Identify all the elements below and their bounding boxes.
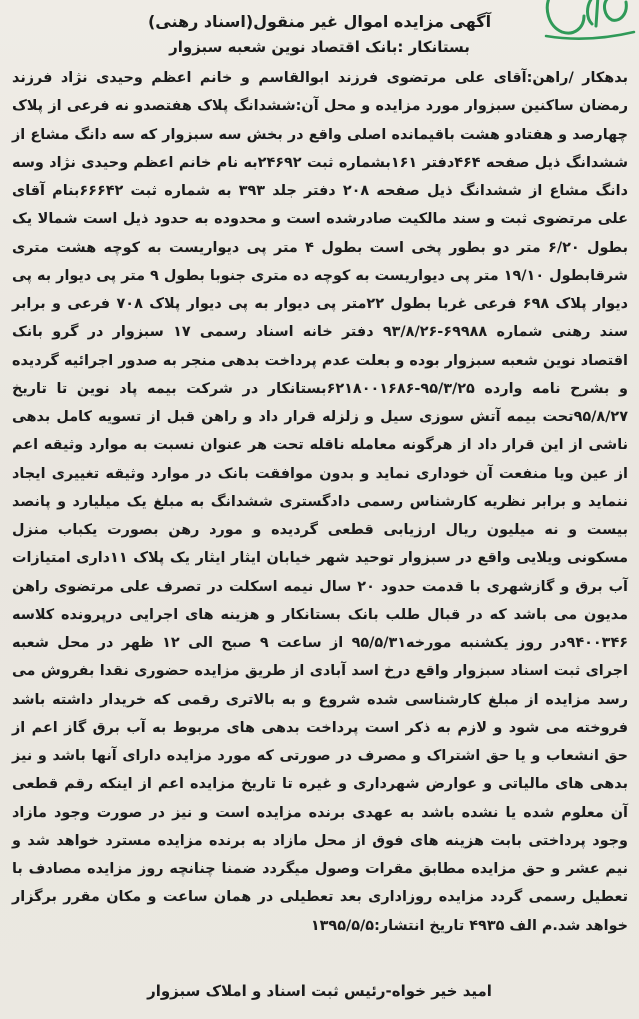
creditor-subtitle: بستانکار :بانک اقتصاد نوین شعبه سبزوار xyxy=(169,38,470,56)
signature-line: امید خیر خواه-رئیس ثبت اسناد و املاک سبزوار xyxy=(147,982,492,1000)
announcement-paragraph: بدهکار /راهن:آقای علی مرتضوی فرزند ابوالقاسم و خانم اعظم وحیدی نژاد فرزند رمضان ساکنین سبزوار مورد مزایده و محل آن:ششدانگ پلاک هفتصدو نه فرعی از پلاک چهارصد و هفتادو هشت باقیمانده اصلی واقع در بخش سه سبزوار که سه دانگ مشاع از ششدانگ ذیل صفحه ۴۶۴دفتر ۱۶۱بشماره ثبت ۲۴۶۹۲به نام خانم اعظم وحیدی نژاد وسه دانگ مشاع از ششدانگ ذیل صفحه ۲۰۸ دفتر جلد ۳۹۳ به شماره ثبت ۶۶۶۴۲بنام آقای علی مرتضوی ثبت و سند مالکیت صادرشده است و محدوده به حدود ذیل است شمالا یک بطول ۶/۲۰ متر دو بطور پخی است بطول ۴ متر پی دیواریست به کوچه هشت متری شرقابطول ۱۹/۱۰ متر پی دیواریست به کوچه ده متری جنوبا بطول ۹ متر پی دیوار به پی دیوار پلاک ۶۹۸ فرعی غربا بطول ۲۲متر پی دیوار به پی دیوار پلاک ۷۰۸ فرعی و برابر سند رهنی شماره ۶۹۹۸۸-۹۳/۸/۲۶ دفتر خانه اسناد رسمی ۱۷ سبزوار در گرو بانک اقتصاد نوین شعبه سبزوار بوده و بعلت عدم پرداخت بدهی منجر به صدور اجرائیه گردیده و بشرح نامه وارده ۹۵/۳/۲۵-۶۲۱۸۰۰۱۶۸۶بستانکار در شرکت بیمه پاد نوین تا تاریخ ۹۵/۸/۲۷تحت بیمه آتش سوزی سیل و زلزله قرار داد و راهن قبل از تسویه کامل بدهی ناشی از این قرار داد از هرگونه معامله ناقله تحت هر عنوان نسبت به موارد وثیقه اعم از عین ویا منفعت آن خوداری نماید و بدون موافقت بانک در موارد وثیقه تغییری ایجاد ننماید و برابر نظریه کارشناس رسمی دادگستری ششدانگ به مبلغ یک میلیارد و پانصد بیست و نه میلیون ریال ارزیابی قطعی گردیده و مورد رهن بصورت یکباب منزل مسکونی ویلایی واقع در سبزوار توحید شهر خیابان ایثار ایثار یک پلاک ۱۱داری امتیازات آب برق و گازشهری با قدمت حدود ۲۰ سال نیمه اسکلت در تصرف علی مرتضوی راهن مدیون می باشد که در قبال طلب بانک بستانکار و هزینه های اجرایی درپرونده کلاسه ۹۴۰۰۳۴۶در روز یکشنبه مورخه۹۵/۵/۳۱ از ساعت ۹ صبح الی ۱۲ ظهر در محل شعبه اجرای ثبت اسناد سبزوار واقع درخ اسد آبادی از طریق مزایده حضوری نقدا بفروش می رسد مزایده از مبلغ کارشناسی شده شروع و به بالاتری رقمی که خریدار داشته باشد فروخته می شود و لازم به ذکر است پرداخت بدهی های مربوط به آب برق گاز اعم از حق انشعاب و یا حق اشتراک و مصرف در صورتی که مورد مزایده دارای آنها باشد و نیز بدهی های مالیاتی و عوارض شهرداری و غیره تا تاریخ مزایده اعم از اینکه رقم قطعی آن معلوم شده یا نشده باشد به عهدی برنده مزایده است و نیز در صورت وجود مازاد وجود پرداختی بابت هزینه های فوق از محل مازاد به برنده مزایده مسترد خواهد شد و نیم عشر و حق مزایده مطابق مقرات وصول میگردد ضمنا چنانچه روز مزایده مصادف با تعطیل رسمی گردد مزایده روزاداری بعد تعطیلی در همان ساعت و مکان مقرر برگزار خواهد شد.م الف ۴۹۳۵ تاریخ انتشار:۱۳۹۵/۵/۵ xyxy=(12,70,629,934)
announcement-body xyxy=(12,64,628,940)
page-title: آگهی مزایده اموال غیر منقول(اسناد رهنی) xyxy=(147,12,492,31)
